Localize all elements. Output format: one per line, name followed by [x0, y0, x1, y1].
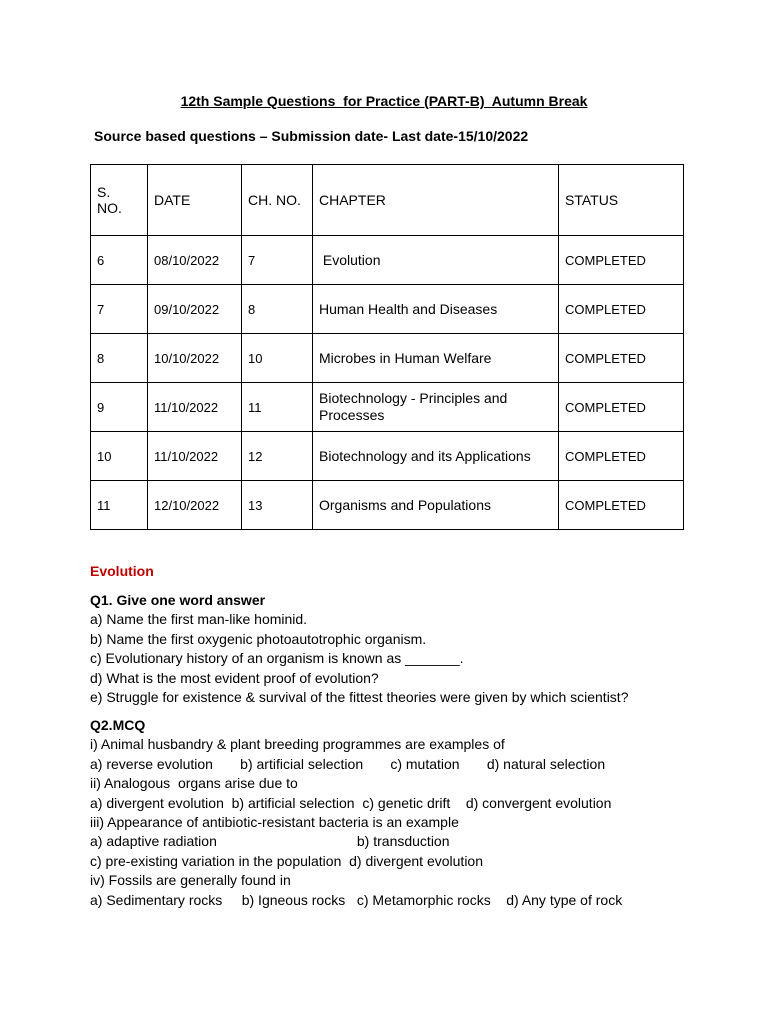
cell-chno: 7	[242, 236, 313, 285]
question-line: e) Struggle for existence & survival of the fittest theories were given by which scientist?	[90, 689, 629, 706]
table-row	[91, 334, 684, 383]
header-chno: CH. NO.	[242, 165, 313, 236]
cell-date: 09/10/2022	[148, 285, 242, 334]
question-line: d) What is the most evident proof of evolution?	[90, 669, 379, 686]
question-line: ii) Analogous organs arise due to	[90, 775, 298, 792]
cell-date: 12/10/2022	[148, 481, 242, 530]
cell-status: COMPLETED	[559, 334, 684, 383]
cell-sno: 11	[91, 481, 148, 530]
schedule-table	[90, 164, 684, 530]
cell-status: COMPLETED	[559, 383, 684, 432]
cell-chapter: Organisms and Populations	[313, 481, 559, 530]
cell-sno: 9	[91, 383, 148, 432]
cell-status: COMPLETED	[559, 432, 684, 481]
question-heading: Q2.MCQ	[90, 717, 146, 733]
cell-chno: 8	[242, 285, 313, 334]
header-chapter: CHAPTER	[313, 165, 559, 236]
question-line: c) Evolutionary history of an organism is known as _______.	[90, 650, 464, 667]
question-2	[90, 716, 622, 910]
question-line: iv) Fossils are generally found in	[90, 872, 291, 889]
cell-chno: 11	[242, 383, 313, 432]
table-row	[91, 481, 684, 530]
question-line: iii) Appearance of antibiotic-resistant bacteria is an example	[90, 814, 459, 831]
option-line: c) pre-existing variation in the population d) divergent evolution	[90, 852, 484, 869]
option-line: a) divergent evolution b) artificial selection c) genetic drift d) convergent evolution	[90, 794, 612, 811]
header-sno: S. NO.	[91, 165, 148, 236]
cell-chapter: Microbes in Human Welfare	[313, 334, 559, 383]
header-date: DATE	[148, 165, 242, 236]
question-line: i) Animal husbandry & plant breeding programmes are examples of	[90, 736, 505, 753]
question-heading: Q1. Give one word answer	[90, 592, 266, 608]
header-status: STATUS	[559, 165, 684, 236]
table-row	[91, 285, 684, 334]
cell-chapter: Evolution	[313, 236, 559, 285]
cell-chno: 13	[242, 481, 313, 530]
question-1	[90, 591, 628, 707]
cell-sno: 8	[91, 334, 148, 383]
cell-date: 11/10/2022	[148, 383, 242, 432]
table-header-row	[91, 165, 684, 236]
option-line: a) adaptive radiation b) transduction	[90, 833, 450, 850]
document-subtitle: Source based questions – Submission date- Last date-15/10/2022	[94, 128, 529, 144]
cell-date: 08/10/2022	[148, 236, 242, 285]
question-line: b) Name the first oxygenic photoautotrophic organism.	[90, 630, 427, 647]
section-title: Evolution	[90, 563, 154, 579]
table-row	[91, 432, 684, 481]
cell-status: COMPLETED	[559, 236, 684, 285]
cell-chapter: Biotechnology - Principles and Processes	[313, 383, 559, 432]
option-line: a) Sedimentary rocks b) Igneous rocks c) Metamorphic rocks d) Any type of rock	[90, 891, 623, 908]
cell-sno: 6	[91, 236, 148, 285]
cell-status: COMPLETED	[559, 481, 684, 530]
cell-chno: 10	[242, 334, 313, 383]
cell-sno: 10	[91, 432, 148, 481]
option-line: a) reverse evolution b) artificial selection c) mutation d) natural selection	[90, 755, 606, 772]
cell-status: COMPLETED	[559, 285, 684, 334]
cell-chapter: Human Health and Diseases	[313, 285, 559, 334]
document-title: 12th Sample Questions for Practice (PART-B) Autumn Break	[180, 93, 588, 109]
cell-date: 11/10/2022	[148, 432, 242, 481]
cell-chno: 12	[242, 432, 313, 481]
cell-chapter: Biotechnology and its Applications	[313, 432, 559, 481]
cell-date: 10/10/2022	[148, 334, 242, 383]
question-line: a) Name the first man-like hominid.	[90, 611, 308, 628]
table-row	[91, 383, 684, 432]
table-row	[91, 236, 684, 285]
cell-sno: 7	[91, 285, 148, 334]
